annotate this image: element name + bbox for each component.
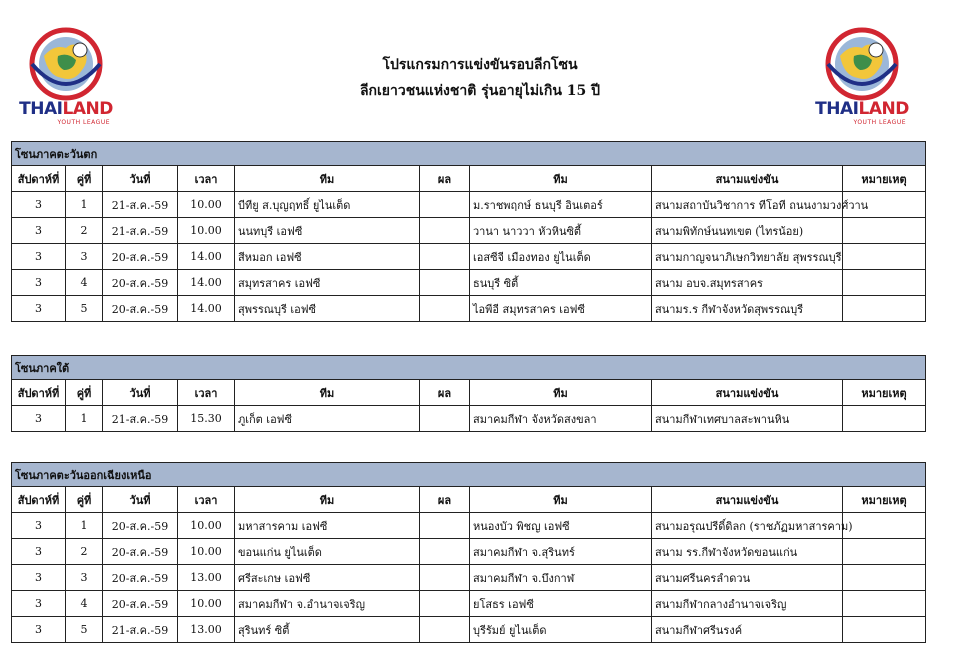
logo-word-a: THAI — [19, 99, 63, 119]
cell-remarks — [843, 591, 926, 617]
zone-schedule-table-1 — [11, 141, 926, 322]
zone-title-row — [12, 463, 926, 487]
cell-result — [420, 244, 470, 270]
header-home-team: ทีม — [235, 487, 420, 513]
cell-home-team: บีทียู ส.บุญฤทธิ์ ยูไนเต็ด — [235, 192, 420, 218]
cell-week: 3 — [12, 565, 66, 591]
cell-time: 13.00 — [178, 617, 235, 643]
header-date: วันที่ — [103, 166, 178, 192]
cell-result — [420, 406, 470, 432]
cell-away-team: ยโสธร เอฟซี — [470, 591, 652, 617]
cell-date: 20-ส.ค.-59 — [103, 591, 178, 617]
cell-time: 10.00 — [178, 192, 235, 218]
cell-away-team: สมาคมกีฬา จ.สุรินทร์ — [470, 539, 652, 565]
cell-venue: สนามกีฬากลางอำนาจเจริญ — [652, 591, 843, 617]
cell-remarks — [843, 565, 926, 591]
header-time: เวลา — [178, 166, 235, 192]
cell-home-team: ศรีสะเกษ เอฟซี — [235, 565, 420, 591]
cell-date: 20-ส.ค.-59 — [103, 244, 178, 270]
cell-time: 13.00 — [178, 565, 235, 591]
cell-time: 14.00 — [178, 296, 235, 322]
header-week: สัปดาห์ที่ — [12, 487, 66, 513]
table-header-row — [12, 166, 926, 192]
table-row — [12, 513, 926, 539]
cell-venue: สนามกาญจนาภิเษกวิทยาลัย สุพรรณบุรี — [652, 244, 843, 270]
cell-date: 20-ส.ค.-59 — [103, 565, 178, 591]
header-remarks: หมายเหตุ — [843, 380, 926, 406]
logo-word-b: LAND — [858, 99, 909, 119]
cell-away-team: วานา นาววา หัวหินซิตี้ — [470, 218, 652, 244]
header-match-no: คู่ที่ — [66, 380, 103, 406]
cell-result — [420, 617, 470, 643]
zone-title: โซนภาคตะวันตก — [12, 142, 926, 166]
header-date: วันที่ — [103, 380, 178, 406]
logo-subtitle: YOUTH LEAGUE — [57, 119, 110, 126]
cell-home-team: สุรินทร์ ซิตี้ — [235, 617, 420, 643]
cell-result — [420, 192, 470, 218]
cell-week: 3 — [12, 270, 66, 296]
cell-away-team: ไอพีอี สมุทรสาคร เอฟซี — [470, 296, 652, 322]
header-home-team: ทีม — [235, 380, 420, 406]
cell-home-team: นนทบุรี เอฟซี — [235, 218, 420, 244]
cell-week: 3 — [12, 218, 66, 244]
cell-week: 3 — [12, 539, 66, 565]
zone-title: โซนภาคใต้ — [12, 356, 926, 380]
cell-match-no: 3 — [66, 565, 103, 591]
cell-result — [420, 565, 470, 591]
header-time: เวลา — [178, 487, 235, 513]
cell-away-team: สมาคมกีฬา จ.บึงกาฬ — [470, 565, 652, 591]
table-row — [12, 192, 926, 218]
cell-home-team: ขอนแก่น ยูไนเต็ด — [235, 539, 420, 565]
cell-match-no: 2 — [66, 539, 103, 565]
cell-match-no: 4 — [66, 270, 103, 296]
cell-time: 14.00 — [178, 244, 235, 270]
cell-match-no: 4 — [66, 591, 103, 617]
cell-remarks — [843, 244, 926, 270]
cell-venue: สนามกีฬาเทศบาลสะพานหิน — [652, 406, 843, 432]
table-header-row — [12, 487, 926, 513]
header-result: ผล — [420, 166, 470, 192]
cell-away-team: บุรีรัมย์ ยูไนเต็ด — [470, 617, 652, 643]
zone-schedule-table-3 — [11, 462, 926, 643]
cell-week: 3 — [12, 244, 66, 270]
table-row — [12, 617, 926, 643]
header-venue: สนามแข่งขัน — [652, 166, 843, 192]
cell-match-no: 1 — [66, 406, 103, 432]
table-header-row — [12, 380, 926, 406]
cell-venue: สนามสถาบันวิชาการ ทีโอที ถนนงามวงศ์วาน — [652, 192, 843, 218]
cell-remarks — [843, 218, 926, 244]
cell-match-no: 1 — [66, 192, 103, 218]
cell-week: 3 — [12, 591, 66, 617]
cell-home-team: สมาคมกีฬา จ.อำนาจเจริญ — [235, 591, 420, 617]
cell-remarks — [843, 617, 926, 643]
zone-title-row — [12, 356, 926, 380]
zone-title-row — [12, 142, 926, 166]
cell-venue: สนามร.ร กีฬาจังหวัดสุพรรณบุรี — [652, 296, 843, 322]
header-week: สัปดาห์ที่ — [12, 380, 66, 406]
table-row — [12, 539, 926, 565]
cell-result — [420, 296, 470, 322]
cell-week: 3 — [12, 513, 66, 539]
cell-time: 10.00 — [178, 513, 235, 539]
cell-away-team: หนองบัว พิชญ เอฟซี — [470, 513, 652, 539]
cell-venue: สนามพิทักษ์นนทเขต (ไทรน้อย) — [652, 218, 843, 244]
cell-date: 21-ส.ค.-59 — [103, 218, 178, 244]
cell-home-team: มหาสารคาม เอฟซี — [235, 513, 420, 539]
header-match-no: คู่ที่ — [66, 166, 103, 192]
table-row — [12, 218, 926, 244]
cell-time: 14.00 — [178, 270, 235, 296]
cell-result — [420, 539, 470, 565]
cell-remarks — [843, 270, 926, 296]
cell-time: 10.00 — [178, 591, 235, 617]
header-result: ผล — [420, 380, 470, 406]
cell-date: 20-ส.ค.-59 — [103, 539, 178, 565]
cell-away-team: ม.ราชพฤกษ์ ธนบุรี อินเตอร์ — [470, 192, 652, 218]
cell-time: 10.00 — [178, 539, 235, 565]
header-result: ผล — [420, 487, 470, 513]
cell-week: 3 — [12, 296, 66, 322]
cell-venue: สนาม รร.กีฬาจังหวัดขอนแก่น — [652, 539, 843, 565]
cell-away-team: ธนบุรี ซิตี้ — [470, 270, 652, 296]
header-remarks: หมายเหตุ — [843, 166, 926, 192]
header-away-team: ทีม — [470, 380, 652, 406]
header-time: เวลา — [178, 380, 235, 406]
header-remarks: หมายเหตุ — [843, 487, 926, 513]
cell-venue: สนาม อบจ.สมุทรสาคร — [652, 270, 843, 296]
logo-word-a: THAI — [815, 99, 859, 119]
logo-subtitle: YOUTH LEAGUE — [853, 119, 906, 126]
cell-time: 10.00 — [178, 218, 235, 244]
header-week: สัปดาห์ที่ — [12, 166, 66, 192]
cell-home-team: สมุทรสาคร เอฟซี — [235, 270, 420, 296]
cell-venue: สนามอรุณปรีดิ์ดิลก (ราชภัฏมหาสารคาม) — [652, 513, 843, 539]
cell-home-team: สีหมอก เอฟซี — [235, 244, 420, 270]
logo-word-b: LAND — [62, 99, 113, 119]
cell-match-no: 5 — [66, 617, 103, 643]
cell-date: 21-ส.ค.-59 — [103, 192, 178, 218]
title-line-2: ลีกเยาวชนแห่งชาติ รุ่นอายุไม่เกิน 15 ปี — [359, 83, 601, 99]
table-row — [12, 591, 926, 617]
cell-result — [420, 218, 470, 244]
cell-away-team: สมาคมกีฬา จังหวัดสงขลา — [470, 406, 652, 432]
cell-date: 20-ส.ค.-59 — [103, 270, 178, 296]
cell-week: 3 — [12, 406, 66, 432]
header-home-team: ทีม — [235, 166, 420, 192]
cell-remarks — [843, 539, 926, 565]
cell-result — [420, 513, 470, 539]
cell-venue: สนามศรีนครลำดวน — [652, 565, 843, 591]
cell-venue: สนามกีฬาศรีนรงค์ — [652, 617, 843, 643]
cell-result — [420, 270, 470, 296]
cell-result — [420, 591, 470, 617]
table-row — [12, 270, 926, 296]
cell-remarks — [843, 406, 926, 432]
cell-week: 3 — [12, 192, 66, 218]
cell-match-no: 1 — [66, 513, 103, 539]
cell-match-no: 3 — [66, 244, 103, 270]
cell-week: 3 — [12, 617, 66, 643]
table-row — [12, 565, 926, 591]
table-row — [12, 406, 926, 432]
cell-match-no: 2 — [66, 218, 103, 244]
header-match-no: คู่ที่ — [66, 487, 103, 513]
header-venue: สนามแข่งขัน — [652, 380, 843, 406]
cell-match-no: 5 — [66, 296, 103, 322]
header-venue: สนามแข่งขัน — [652, 487, 843, 513]
cell-date: 21-ส.ค.-59 — [103, 617, 178, 643]
cell-home-team: ภูเก็ต เอฟซี — [235, 406, 420, 432]
cell-away-team: เอสซีจี เมืองทอง ยูไนเต็ด — [470, 244, 652, 270]
cell-time: 15.30 — [178, 406, 235, 432]
cell-date: 21-ส.ค.-59 — [103, 406, 178, 432]
table-row — [12, 296, 926, 322]
zone-schedule-table-2 — [11, 355, 926, 432]
cell-home-team: สุพรรณบุรี เอฟซี — [235, 296, 420, 322]
cell-date: 20-ส.ค.-59 — [103, 296, 178, 322]
table-row — [12, 244, 926, 270]
cell-remarks — [843, 296, 926, 322]
cell-remarks — [843, 513, 926, 539]
cell-date: 20-ส.ค.-59 — [103, 513, 178, 539]
header-date: วันที่ — [103, 487, 178, 513]
page-title — [0, 52, 960, 104]
zone-title: โซนภาคตะวันออกเฉียงเหนือ — [12, 463, 926, 487]
header-away-team: ทีม — [470, 166, 652, 192]
header-away-team: ทีม — [470, 487, 652, 513]
title-line-1: โปรแกรมการแข่งขันรอบลีกโซน — [382, 57, 578, 73]
